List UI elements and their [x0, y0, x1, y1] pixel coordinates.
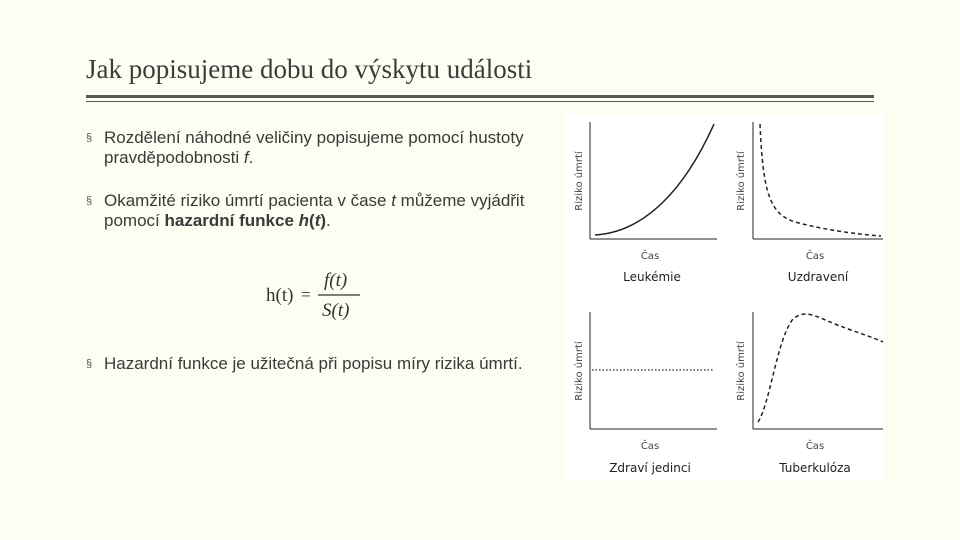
bullet-text-part: )	[320, 211, 327, 230]
panel-title: Zdraví jedinci	[609, 461, 691, 475]
y-axis-label: Riziko úmrtí	[736, 341, 747, 401]
bullet-text	[104, 191, 526, 231]
x-axis-label: Čas	[805, 251, 825, 262]
formula-equals: =	[301, 285, 311, 304]
bullet-text-part: Hazardní funkce je užitečná při popisu míry rizika úmrtí.	[104, 354, 523, 373]
bullet-text-part: Okamžité riziko úmrtí pacienta v čase	[104, 191, 392, 210]
bullet-text-part: f	[243, 148, 249, 167]
x-axis-label: Čas	[640, 251, 660, 262]
x-axis-label: Čas	[640, 441, 660, 452]
formula-numerator: f(t)	[324, 270, 348, 291]
hazard-curve-increasing	[595, 124, 714, 235]
bullet-text-part: h	[298, 211, 310, 230]
hazard-shapes-figure	[565, 114, 885, 480]
bullet-marker: §	[86, 132, 93, 144]
panel-leukemie	[573, 122, 717, 284]
panel-title: Leukémie	[623, 270, 681, 284]
bullet-item	[86, 128, 526, 168]
bullet-marker: §	[86, 195, 93, 207]
hazard-curve-decreasing	[760, 124, 881, 236]
y-axis-label: Riziko úmrtí	[574, 151, 585, 211]
hazard-formula	[264, 266, 364, 324]
panel-uzdraveni	[735, 122, 883, 284]
bullet-text-part: Rozdělení náhodné veličiny popisujeme pomocí hustoty pravděpodobnosti	[104, 128, 524, 167]
title-rule-thin	[86, 101, 874, 102]
bullet-text-part: můžeme vyjádřit pomocí	[104, 191, 525, 230]
bullet-text	[104, 354, 526, 374]
panel-title: Uzdravení	[787, 270, 849, 284]
formula-lhs: h(t)	[266, 285, 294, 306]
bullet-marker: §	[86, 358, 93, 370]
y-axis-label: Riziko úmrtí	[736, 151, 747, 211]
hazard-curve-rise-fall	[758, 314, 883, 422]
bullet-text	[104, 128, 526, 168]
bullet-text-part: .	[326, 211, 331, 230]
bullet-text-part: (	[309, 211, 315, 230]
panel-tuberkuloza	[735, 312, 883, 475]
formula-denominator: S(t)	[322, 300, 350, 321]
title-rule-thick	[86, 95, 874, 98]
bullet-item	[86, 191, 526, 231]
y-axis-label: Riziko úmrtí	[574, 341, 585, 401]
x-axis-label: Čas	[805, 441, 825, 452]
slide-title: Jak popisujeme dobu do výskytu události	[86, 54, 533, 84]
bullet-text-part: hazardní funkce	[164, 211, 294, 230]
bullet-text-part: t	[314, 211, 321, 230]
bullet-text-part: t	[391, 191, 396, 210]
panel-zdravi-jedinci	[573, 312, 717, 475]
hazard-panels-svg	[565, 114, 885, 480]
panel-title: Tuberkulóza	[779, 461, 851, 475]
bullet-text-part: .	[248, 148, 254, 167]
bullet-item	[86, 354, 526, 374]
